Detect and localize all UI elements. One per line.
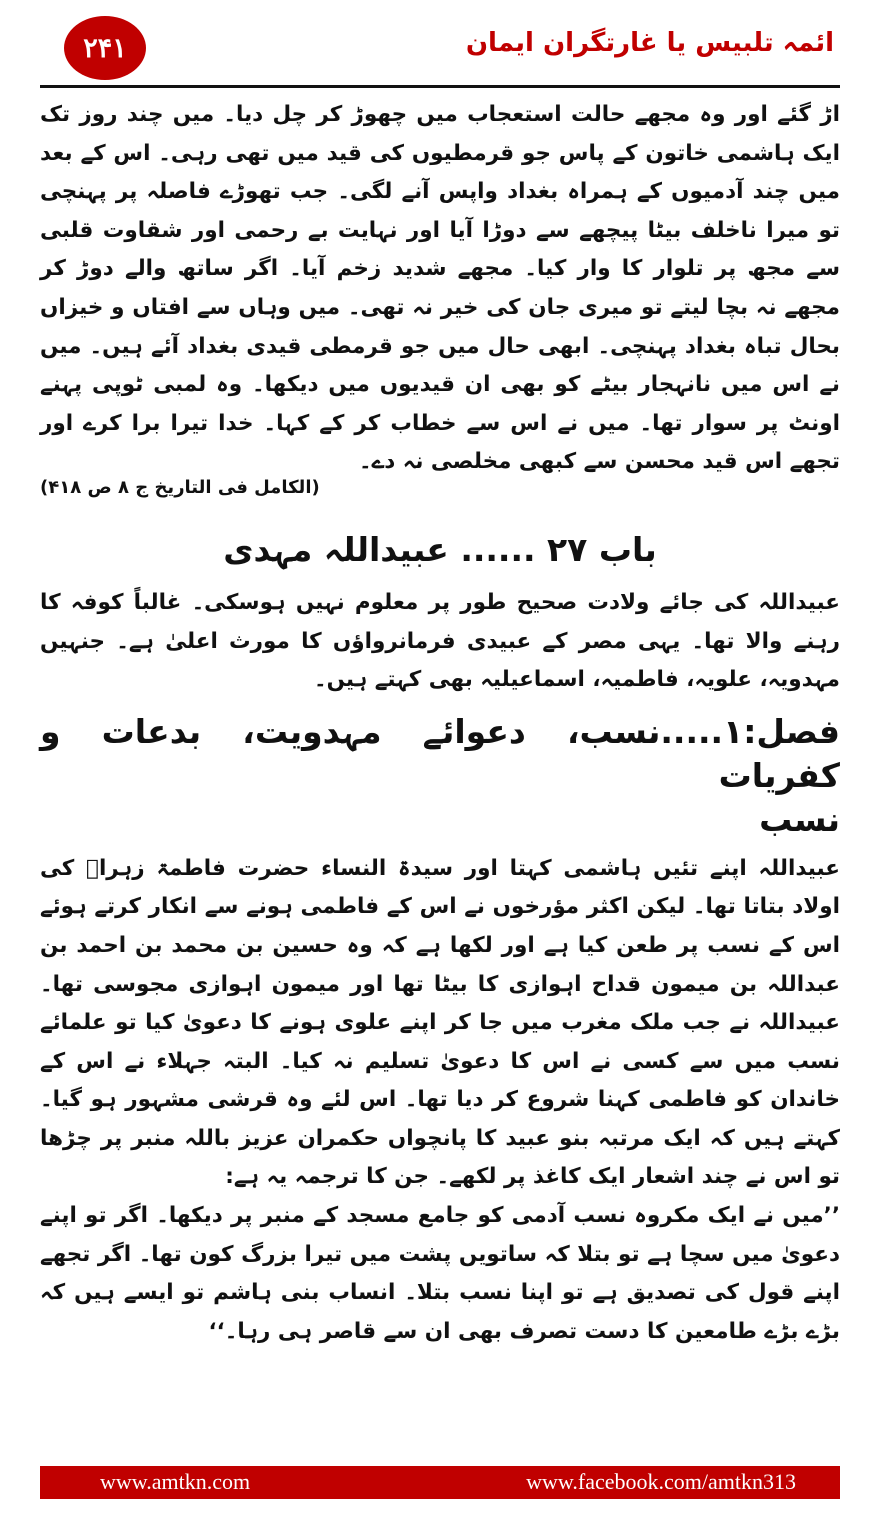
poem-translation-quote: ’’میں نے ایک مکروہ نسب آدمی کو جامع مسجد کے منبر پر دیکھا۔ اگر تو اپنے دعویٰ میں سچا ہے تو بتلا کہ ساتویں پشت میں تیرا بزرگ کون تھا۔ اگر تجھے اپنے قول کی تصدیق ہے تو اپنا نسب بتلا۔ انساب بنی ہاشم تو ایسے ہیں کہ بڑے بڑے طامعین کا دست تصرف بھی ان سے قاصر ہی رہا۔‘‘: [40, 1203, 840, 1344]
section-heading: فصل:۱.....نسب، دعوائے مہدویت، بدعات و کفریات: [40, 711, 840, 795]
book-title: ائمہ تلبیس یا غارتگران ایمان: [465, 28, 834, 58]
footer-bar: [40, 1466, 840, 1499]
header-divider: [40, 85, 840, 88]
facebook-link[interactable]: www.facebook.com/amtkn313: [526, 1469, 796, 1494]
narrative-paragraph: اڑ گئے اور وہ مجھے حالت استعجاب میں چھوڑ کر چل دیا۔ میں چند روز تک ایک ہاشمی خاتون کے پاس جو قرمطیوں کی قید میں تھی رہی۔ اس کے بعد میں چند آدمیوں کے ہمراہ بغداد واپس آنے لگی۔ جب تھوڑے فاصلہ پر پہنچی تو میرا ناخلف بیٹا پیچھے سے دوڑا آیا اور نہایت بے رحمی اور شقاوت قلبی سے مجھ پر تلوار کا وار کیا۔ مجھے شدید زخم آیا۔ اگر ساتھ والے دوڑ کر مجھے نہ بچا لیتے تو میری جان کی خیر نہ تھی۔ میں وہاں سے افتاں و خیزاں بحال تباہ بغداد پہنچی۔ ابھی حال میں جو قرمطی قیدی بغداد آئے ہیں۔ میں نے اس میں نانہجار بیٹے کو بھی ان قیدیوں میں دیکھا۔ وہ لمبی ٹوپی پہنے اونٹ پر سوار تھا۔ میں نے اس سے خطاب کر کے کہا۔ خدا تیرا برا کرے اور تجھے اس قید محسن سے کبھی مخلصی نہ دے۔: [40, 102, 840, 475]
website-link[interactable]: www.amtkn.com: [100, 1469, 251, 1494]
page-number-badge: ۲۴۱: [64, 16, 146, 80]
citation-text: (الکامل فی التاریخ ج ۸ ص ۴۱۸): [40, 476, 320, 498]
lineage-paragraph: عبیداللہ اپنے تئیں ہاشمی کہتا اور سیدۃ النساء حضرت فاطمۃ زہراؓ کی اولاد بتاتا تھا۔ لیکن اکثر مؤرخوں نے اس کے فاطمی ہونے سے انکار کرتے ہوئے اس کے نسب پر طعن کیا ہے اور لکھا ہے کہ وہ حسین بن محمد بن احمد بن عبداللہ بن میمون قداح اہوازی کا بیٹا تھا اور میمون اہوازی مجوسی تھا۔ عبیداللہ نے جب ملک مغرب میں جا کر اپنے علوی ہونے کا دعویٰ کیا تو علمائے نسب میں سے کسی نے اس کا دعویٰ تسلیم نہ کیا۔ البتہ جہلاء نے اس کے خاندان کو فاطمی کہنا شروع کر دیا تھا۔ اس لئے وہ قرشی مشہور ہو گیا۔ کہتے ہیں کہ ایک مرتبہ بنو عبید کا پانچواں حکمران عزیز باللہ منبر پر چڑھا تو اس نے چند اشعار ایک کاغذ پر لکھے۔ جن کا ترجمہ یہ ہے:: [40, 855, 840, 1190]
chapter-intro-paragraph: عبیداللہ کی جائے ولادت صحیح طور پر معلوم نہیں ہوسکی۔ غالباً کوفہ کا رہنے والا تھا۔ یہی مصر کے عبیدی فرمانرواؤں کا مورث اعلیٰ ہے۔ جنہیں مہدویہ، علویہ، فاطمیہ، اسماعیلیہ بھی کہتے ہیں۔: [40, 589, 840, 693]
page-body: [40, 96, 840, 1351]
page-header: [40, 14, 840, 84]
subheading-lineage: نسب: [759, 799, 840, 839]
chapter-heading: باب ۲۷ ...... عبیداللہ مہدی: [223, 529, 657, 569]
